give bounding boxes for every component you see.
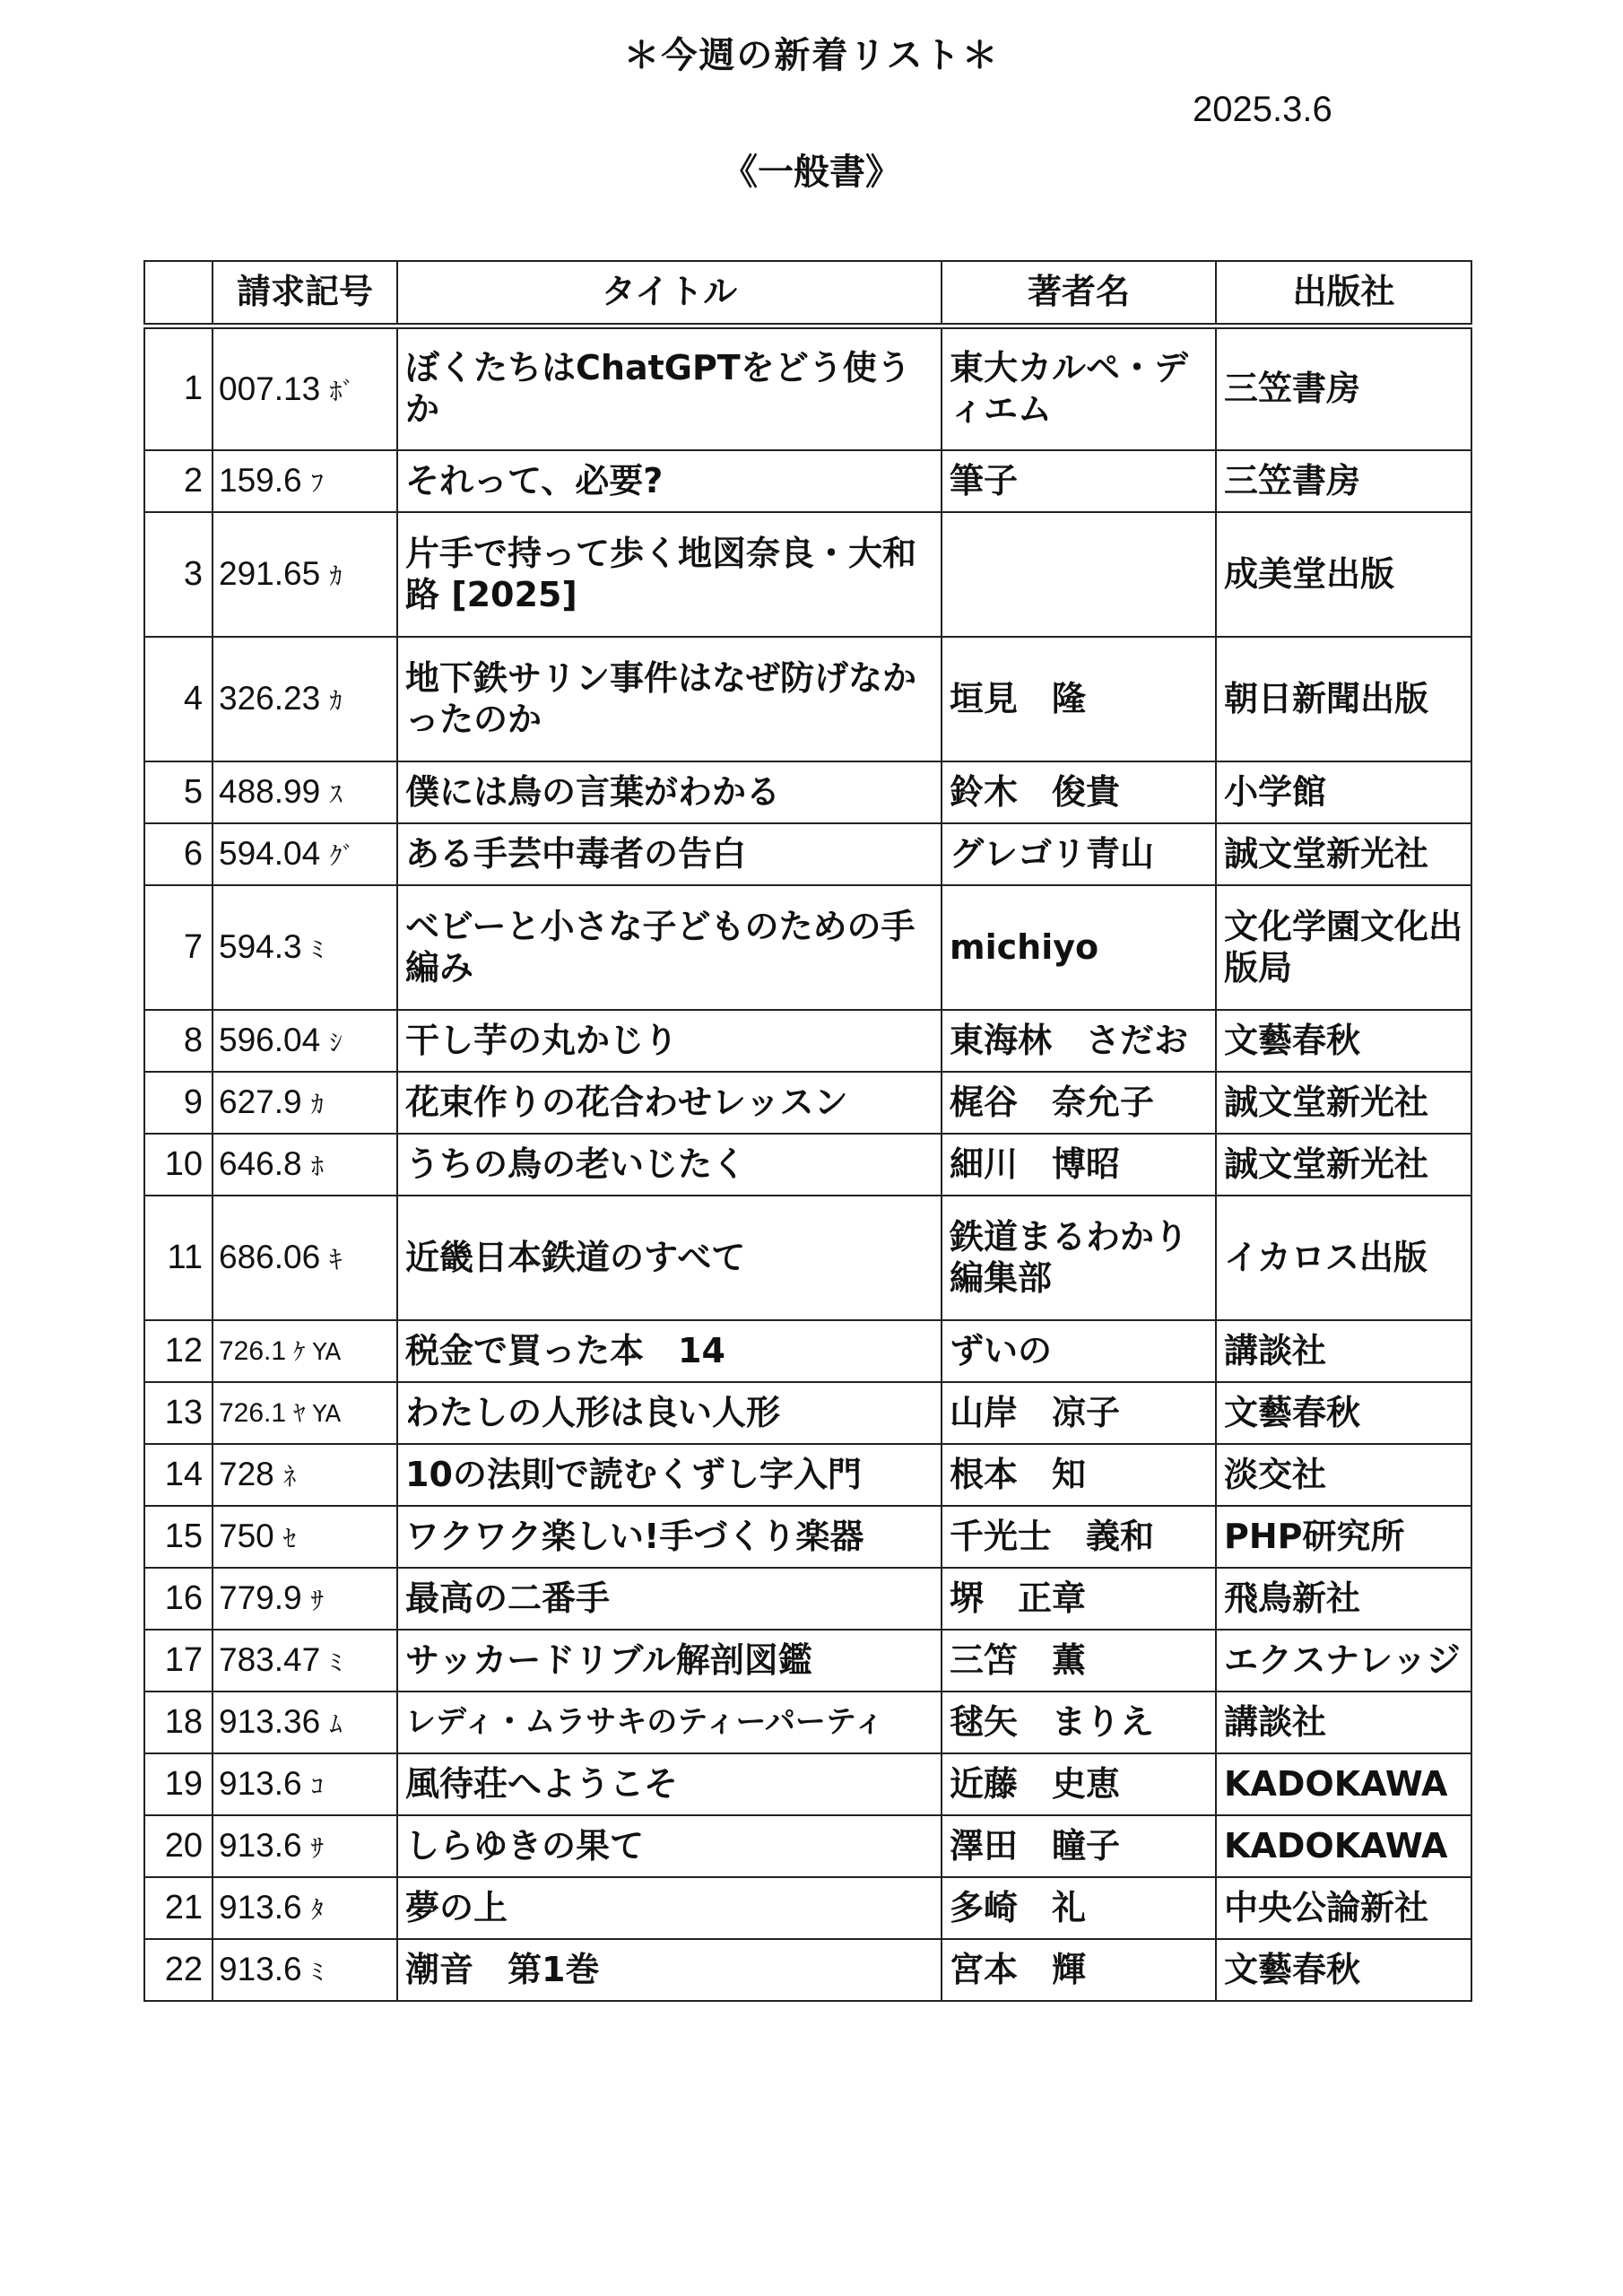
list-date: 2025.3.6 <box>1193 90 1332 129</box>
table-row <box>144 1939 1471 2001</box>
table-row <box>144 1753 1471 1815</box>
book-author: 垣見 隆 <box>942 637 1216 761</box>
call-number-author-mark: ｽ <box>329 779 343 810</box>
table-row <box>144 1630 1471 1692</box>
book-author: 近藤 史恵 <box>942 1753 1216 1815</box>
book-publisher: 文藝春秋 <box>1216 1010 1471 1072</box>
table-row <box>144 512 1471 637</box>
call-number: 750 <box>219 1518 274 1555</box>
book-author: 鉄道まるわかり編集部 <box>942 1196 1216 1320</box>
call-number: 594.04 <box>219 835 321 873</box>
call-number-cell <box>213 637 397 761</box>
table-row <box>144 1196 1471 1320</box>
call-number: 726.1 <box>219 1335 287 1366</box>
call-number-author-mark: ｾ <box>283 1524 297 1554</box>
table-row <box>144 637 1471 761</box>
call-number-cell <box>213 512 397 637</box>
table-row <box>144 823 1471 885</box>
call-number-author-mark: ﾎ <box>310 1152 324 1182</box>
book-author: 多崎 礼 <box>942 1877 1216 1939</box>
book-author: 細川 博昭 <box>942 1134 1216 1196</box>
table-row <box>144 1692 1471 1753</box>
call-number: 627.9 <box>219 1083 302 1121</box>
book-title: レディ・ムラサキのティーパーティ <box>397 1692 942 1753</box>
call-number: 326.23 <box>219 680 321 718</box>
call-number-cell <box>213 1382 397 1444</box>
call-number: 779.9 <box>219 1579 302 1617</box>
book-title: 僕には鳥の言葉がわかる <box>397 761 942 823</box>
call-number-cell <box>213 823 397 885</box>
book-author: 宮本 輝 <box>942 1939 1216 2001</box>
call-number-author-mark: ﾐ <box>310 935 324 965</box>
call-number-author-mark: ﾐ <box>329 1648 343 1678</box>
call-number-cell <box>213 761 397 823</box>
book-publisher: PHP研究所 <box>1216 1506 1471 1568</box>
call-number-cell <box>213 326 397 450</box>
book-publisher: 講談社 <box>1216 1320 1471 1382</box>
call-number: 596.04 <box>219 1022 321 1059</box>
book-title: 近畿日本鉄道のすべて <box>397 1196 942 1320</box>
book-publisher: 成美堂出版 <box>1216 512 1471 637</box>
book-title: ある手芸中毒者の告白 <box>397 823 942 885</box>
call-number-cell <box>213 1630 397 1692</box>
call-number-author-mark: ｼ <box>329 1028 343 1058</box>
table-row <box>144 1134 1471 1196</box>
call-number: 913.36 <box>219 1703 321 1741</box>
book-publisher: 誠文堂新光社 <box>1216 1134 1471 1196</box>
call-number: 488.99 <box>219 773 321 811</box>
call-number: 913.6 <box>219 1765 302 1803</box>
call-number-cell <box>213 1134 397 1196</box>
call-number: 783.47 <box>219 1641 321 1679</box>
call-number-author-mark: ｶ <box>329 686 343 717</box>
column-header-number <box>144 261 213 326</box>
row-number: 14 <box>144 1444 213 1506</box>
call-number-author-mark: ｸﾞ <box>329 841 355 872</box>
row-number: 9 <box>144 1072 213 1134</box>
book-title: ぼくたちはChatGPTをどう使うか <box>397 326 942 450</box>
book-author: 千光士 義和 <box>942 1506 1216 1568</box>
call-number-cell <box>213 1692 397 1753</box>
row-number: 4 <box>144 637 213 761</box>
call-number: 726.1 <box>219 1397 287 1428</box>
call-number-cell <box>213 885 397 1010</box>
book-author: 毬矢 まりえ <box>942 1692 1216 1753</box>
call-number: 007.13 <box>219 370 321 407</box>
table-row <box>144 1877 1471 1939</box>
call-number: 913.6 <box>219 1951 302 1988</box>
call-number-cell <box>213 450 397 512</box>
table-row <box>144 1010 1471 1072</box>
book-author: 梶谷 奈允子 <box>942 1072 1216 1134</box>
call-number-cell <box>213 1568 397 1630</box>
section-heading: 《一般書》 <box>722 152 901 193</box>
book-title: 最高の二番手 <box>397 1568 942 1630</box>
book-author: 堺 正章 <box>942 1568 1216 1630</box>
book-author: 鈴木 俊貴 <box>942 761 1216 823</box>
row-number: 18 <box>144 1692 213 1753</box>
row-number: 19 <box>144 1753 213 1815</box>
row-number: 7 <box>144 885 213 1010</box>
call-number-author-mark: ﾔ YA <box>293 1400 342 1428</box>
new-arrivals-table <box>143 260 1472 2002</box>
row-number: 11 <box>144 1196 213 1320</box>
call-number-author-mark: ﾀ <box>310 1895 324 1926</box>
book-title: 花束作りの花合わせレッスン <box>397 1072 942 1134</box>
row-number: 2 <box>144 450 213 512</box>
call-number: 686.06 <box>219 1239 321 1276</box>
book-publisher: 文藝春秋 <box>1216 1382 1471 1444</box>
call-number-author-mark: ｻ <box>310 1833 324 1864</box>
book-title: 10の法則で読むくずし字入門 <box>397 1444 942 1506</box>
row-number: 6 <box>144 823 213 885</box>
book-author: michiyo <box>942 885 1216 1010</box>
row-number: 17 <box>144 1630 213 1692</box>
column-header-call-number: 請求記号 <box>213 261 397 326</box>
book-author: 三笘 薫 <box>942 1630 1216 1692</box>
table-header-row <box>144 261 1471 326</box>
book-title: 風待荘へようこそ <box>397 1753 942 1815</box>
book-title: 片手で持って歩く地図奈良・大和路 [2025] <box>397 512 942 637</box>
book-author: 根本 知 <box>942 1444 1216 1506</box>
row-number: 10 <box>144 1134 213 1196</box>
call-number-cell <box>213 1753 397 1815</box>
call-number-cell <box>213 1072 397 1134</box>
book-title: 税金で買った本 14 <box>397 1320 942 1382</box>
book-publisher: エクスナレッジ <box>1216 1630 1471 1692</box>
book-author: 東海林 さだお <box>942 1010 1216 1072</box>
call-number: 646.8 <box>219 1145 302 1183</box>
call-number-author-mark: ｻ <box>310 1586 324 1616</box>
call-number: 291.65 <box>219 555 321 593</box>
row-number: 20 <box>144 1815 213 1877</box>
row-number: 5 <box>144 761 213 823</box>
call-number-cell <box>213 1815 397 1877</box>
book-author: 山岸 凉子 <box>942 1382 1216 1444</box>
table-row <box>144 1444 1471 1506</box>
book-publisher: 講談社 <box>1216 1692 1471 1753</box>
call-number-cell <box>213 1320 397 1382</box>
book-title: それって、必要? <box>397 450 942 512</box>
row-number: 22 <box>144 1939 213 2001</box>
row-number: 12 <box>144 1320 213 1382</box>
call-number-cell <box>213 1010 397 1072</box>
row-number: 15 <box>144 1506 213 1568</box>
call-number-author-mark: ﾈ <box>283 1462 297 1492</box>
column-header-author: 著者名 <box>942 261 1216 326</box>
call-number-cell <box>213 1939 397 2001</box>
column-header-publisher: 出版社 <box>1216 261 1471 326</box>
book-author: 東大カルペ・ディエム <box>942 326 1216 450</box>
book-author: 筆子 <box>942 450 1216 512</box>
row-number: 13 <box>144 1382 213 1444</box>
book-publisher: KADOKAWA <box>1216 1815 1471 1877</box>
book-publisher: 小学館 <box>1216 761 1471 823</box>
table-row <box>144 761 1471 823</box>
row-number: 21 <box>144 1877 213 1939</box>
book-publisher: 誠文堂新光社 <box>1216 1072 1471 1134</box>
call-number: 913.6 <box>219 1889 302 1926</box>
call-number-cell <box>213 1877 397 1939</box>
call-number-author-mark: ﾎﾞ <box>329 376 355 406</box>
book-title: うちの鳥の老いじたく <box>397 1134 942 1196</box>
book-publisher: 朝日新聞出版 <box>1216 637 1471 761</box>
table-row <box>144 1506 1471 1568</box>
table-row <box>144 885 1471 1010</box>
page-title: ＊今週の新着リスト＊ <box>623 35 1000 76</box>
table-row <box>144 1382 1471 1444</box>
table-row <box>144 1320 1471 1382</box>
book-publisher: 誠文堂新光社 <box>1216 823 1471 885</box>
call-number-author-mark: ｷ <box>329 1245 343 1275</box>
book-author: グレゴリ青山 <box>942 823 1216 885</box>
call-number-cell <box>213 1506 397 1568</box>
call-number: 913.6 <box>219 1827 302 1865</box>
row-number: 3 <box>144 512 213 637</box>
book-title: ベビーと小さな子どものための手編み <box>397 885 942 1010</box>
book-publisher: KADOKAWA <box>1216 1753 1471 1815</box>
row-number: 8 <box>144 1010 213 1072</box>
call-number-author-mark: ﾐ <box>310 1957 324 1987</box>
book-title: 干し芋の丸かじり <box>397 1010 942 1072</box>
book-publisher: 三笠書房 <box>1216 450 1471 512</box>
book-publisher: 文藝春秋 <box>1216 1939 1471 2001</box>
book-publisher: 飛鳥新社 <box>1216 1568 1471 1630</box>
call-number-cell <box>213 1444 397 1506</box>
book-author <box>942 512 1216 637</box>
book-author: 澤田 瞳子 <box>942 1815 1216 1877</box>
call-number-author-mark: ｹ YA <box>293 1338 342 1366</box>
book-author: ずいの <box>942 1320 1216 1382</box>
book-publisher: 文化学園文化出版局 <box>1216 885 1471 1010</box>
row-number: 16 <box>144 1568 213 1630</box>
call-number: 594.3 <box>219 928 302 966</box>
book-title: しらゆきの果て <box>397 1815 942 1877</box>
book-title: 潮音 第1巻 <box>397 1939 942 2001</box>
book-publisher: 中央公論新社 <box>1216 1877 1471 1939</box>
table-row <box>144 1815 1471 1877</box>
book-publisher: 三笠書房 <box>1216 326 1471 450</box>
call-number-author-mark: ﾑ <box>329 1709 343 1740</box>
table-body <box>144 326 1471 2001</box>
book-title: 地下鉄サリン事件はなぜ防げなかったのか <box>397 637 942 761</box>
call-number-author-mark: ｺ <box>310 1771 324 1802</box>
table-row <box>144 450 1471 512</box>
table-row <box>144 326 1471 450</box>
book-title: わたしの人形は良い人形 <box>397 1382 942 1444</box>
column-header-title: タイトル <box>397 261 942 326</box>
table-row <box>144 1568 1471 1630</box>
call-number-author-mark: ｶ <box>329 561 343 592</box>
row-number: 1 <box>144 326 213 450</box>
book-publisher: イカロス出版 <box>1216 1196 1471 1320</box>
call-number: 159.6 <box>219 462 302 500</box>
call-number-cell <box>213 1196 397 1320</box>
call-number: 728 <box>219 1456 274 1493</box>
book-title: サッカードリブル解剖図鑑 <box>397 1630 942 1692</box>
table-row <box>144 1072 1471 1134</box>
call-number-author-mark: ﾌ <box>310 468 324 499</box>
call-number-author-mark: ｶ <box>310 1090 324 1120</box>
book-title: ワクワク楽しい!手づくり楽器 <box>397 1506 942 1568</box>
book-publisher: 淡交社 <box>1216 1444 1471 1506</box>
book-title: 夢の上 <box>397 1877 942 1939</box>
